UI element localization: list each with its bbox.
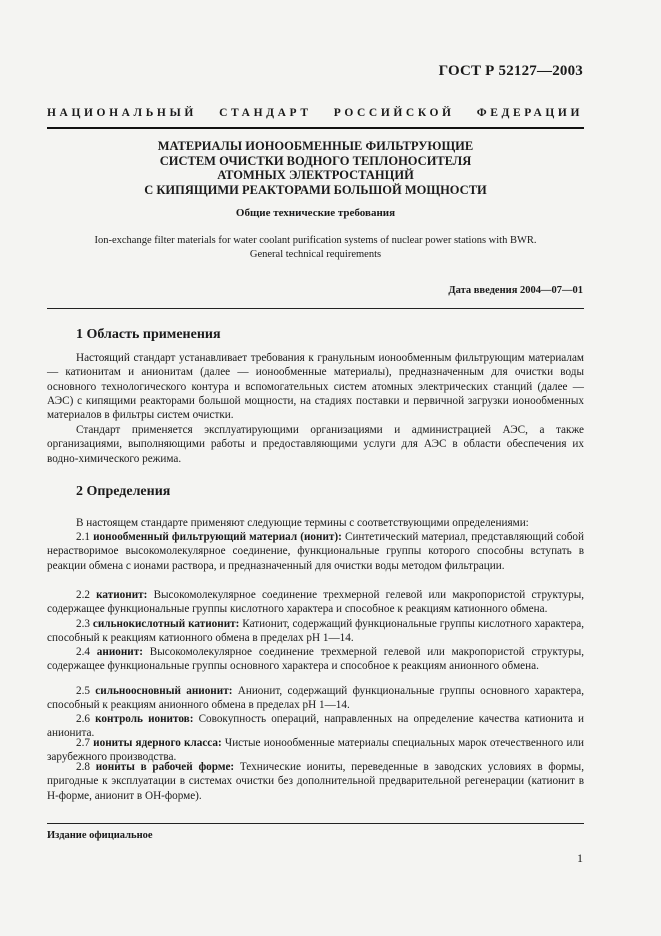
definition-number: 2.2	[76, 589, 90, 601]
definition-term: иониты в рабочей форме:	[95, 761, 235, 773]
title-line: С КИПЯЩИМИ РЕАКТОРАМИ БОЛЬШОЙ МОЩНОСТИ	[144, 182, 487, 197]
definition-item	[47, 645, 584, 674]
title-line: СИСТЕМ ОЧИСТКИ ВОДНОГО ТЕПЛОНОСИТЕЛЯ	[159, 153, 472, 168]
national-standard-banner: НАЦИОНАЛЬНЫЙ СТАНДАРТ РОССИЙСКОЙ ФЕДЕРАЦИИ	[47, 107, 583, 119]
document-id: ГОСТ Р 52127—2003	[438, 63, 583, 79]
definition-term: ионообменный фильтрующий материал (ионит):	[93, 531, 342, 543]
definition-text: Высокомолекулярное соединение трехмерной гелевой или макропористой структуры, содержащее функциональные группы кислотного характера и способное к реакциям катионного обмена.	[47, 589, 585, 616]
definition-term: сильнокислотный катионит:	[92, 618, 240, 630]
definition-text: Катионит, содержащий функциональные группы кислотного характера, способный к реакциям катионного обмена в пределах рН 1—14.	[47, 618, 584, 645]
definition-item	[47, 617, 584, 646]
definition-number: 2.7	[76, 737, 90, 749]
definition-number: 2.3	[76, 618, 90, 630]
footer-rule	[47, 823, 584, 824]
page-number: 1	[577, 851, 583, 865]
english-title	[47, 234, 584, 262]
definition-term: анионит:	[96, 646, 143, 658]
definition-text: Синтетический материал, представляющий собой нерастворимое высокомолекулярное соединение, функциональные группы которого способны вступать в реакции обмена с ионами раствора, и предназначенный для очистки воды методом фильтрации.	[47, 531, 585, 572]
paragraph: Стандарт применяется эксплуатирующими организациями и администрацией АЭС, а также организациями, выполняющими работы и предоставляющими услуги для АЭС в области обеспечения их водно-химического режима.	[47, 424, 584, 465]
document-subtitle: Общие технические требования	[235, 207, 396, 219]
definition-term: катионит:	[96, 589, 148, 601]
definition-number: 2.8	[76, 761, 90, 773]
definition-term: сильноосновный анионит:	[95, 685, 233, 697]
definition-text: Совокупность операций, направленных на определение качества катионита и анионита.	[47, 713, 585, 740]
definition-item	[47, 588, 584, 617]
english-title-line: General technical requirements	[249, 249, 382, 260]
paragraph: В настоящем стандарте применяют следующие термины с соответствующими определениями:	[76, 517, 529, 529]
definition-item	[47, 530, 584, 573]
section-heading-definitions: 2 Определения	[76, 484, 171, 499]
introduction-date: Дата введения 2004—07—01	[448, 285, 583, 296]
definition-text: Высокомолекулярное соединение трехмерной гелевой или макропористой структуры, содержащее функциональные группы основного характера и способное к реакциям анионного обмена.	[47, 646, 585, 673]
official-edition-note: Издание официальное	[47, 830, 153, 841]
english-title-line: Ion-exchange filter materials for water coolant purification systems of nuclear power stations with BWR.	[94, 235, 537, 246]
definition-number: 2.5	[76, 685, 90, 697]
definition-number: 2.4	[76, 646, 90, 658]
definition-term: иониты ядерного класса:	[93, 737, 222, 749]
document-title	[47, 139, 584, 197]
title-line: АТОМНЫХ ЭЛЕКТРОСТАНЦИЙ	[217, 168, 414, 182]
definition-text: Технические иониты, переведенные в заводских условиях в формы, пригодные к эксплуатации в системах очистки без дополнительной предварительной регенерации (катионит в Н-форме, анионит в ОН-форме).	[47, 761, 584, 802]
definition-term: контроль ионитов:	[95, 713, 194, 725]
definition-item	[47, 760, 584, 803]
definition-text: Анионит, содержащий функциональные группы основного характера, способный к реакциям анионного обмена в пределах рН 1—14.	[47, 685, 585, 712]
header-rule	[47, 127, 584, 129]
definition-text: Чистые ионообменные материалы специальных марок отечественного или зарубежного производства.	[47, 737, 585, 764]
title-line: МАТЕРИАЛЫ ИОНООБМЕННЫЕ ФИЛЬТРУЮЩИЕ	[157, 139, 474, 153]
definition-number: 2.6	[76, 713, 90, 725]
definition-item	[47, 684, 584, 713]
section-heading-scope: 1 Область применения	[76, 327, 221, 342]
paragraph: Настоящий стандарт устанавливает требования к гранульным ионообменным фильтрующим материалам — катионитам и анионитам (далее — ионообменные материалы), предназначенным для очистки воды основного технологического контура и вспомогательных систем атомных электрических станций (далее — АЭС) с кипящими реакторами большой мощности, на стадиях поставки и первичной загрузки ионообменных материалов в фильтры систем очистки.	[47, 352, 584, 422]
title-block-rule	[47, 308, 584, 309]
definition-number: 2.1	[76, 531, 90, 543]
